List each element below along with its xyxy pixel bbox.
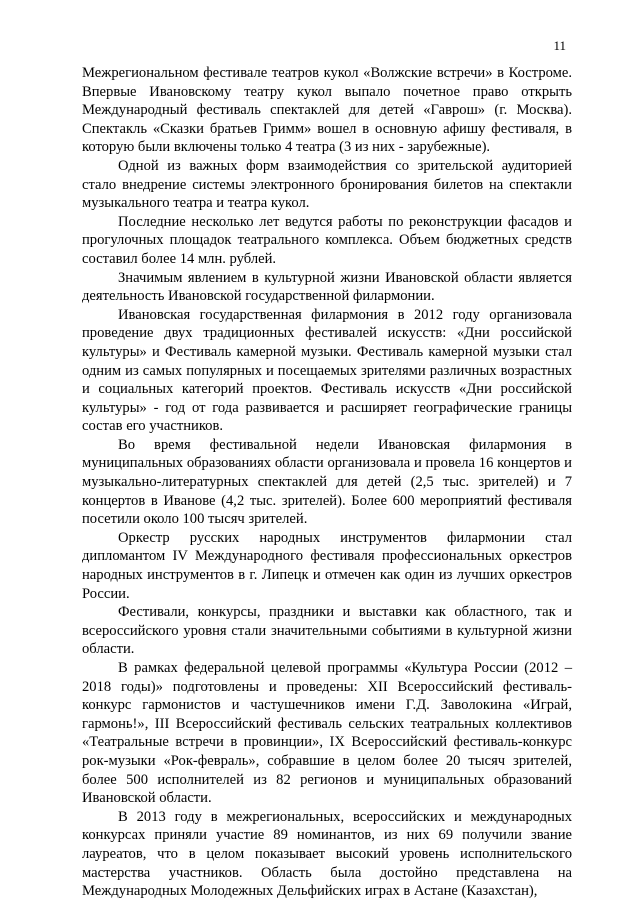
paragraph: Последние несколько лет ведутся работы по реконструкции фасадов и прогулочных площадок театрального комплекса. Объем бюджетных средств составил более 14 млн. рублей. [82,213,572,267]
paragraph: В рамках федеральной целевой программы «Культура России (2012 – 2018 годы)» подготовлены и проведены: XII Всероссийский фестиваль-конкурс гармонистов и частушечников имени Г.Д. Заволокина «Играй, гармонь!», III Всероссийский фестиваль сельских театральных коллективов «Театральные встречи в провинции», IX Всероссийский фестиваль-конкурс рок-музыки «Рок-февраль», собравшие в целом более 20 тысяч зрителей, более 500 исполнителей из 82 регионов и муниципальных образований Ивановской области. [82,660,572,807]
page-number: 11 [553,38,566,53]
paragraph-continued: Межрегиональном фестивале театров кукол «Волжские встречи» в Костроме. Впервые Ивановскому театру кукол выпало почетное право открыть Международный фестиваль спектаклей для детей «Гаврош» (г. Москва). Спектакль «Сказки братьев Гримм» вошел в основную афишу фестиваля, в которую были включены только 4 театра (3 из них - зарубежные). [82,65,572,156]
body-text [82,64,572,901]
paragraph: В 2013 году в межрегиональных, всероссийских и международных конкурсах приняли участие 89 номинантов, из них 69 получили звание лауреатов, что в целом показывает высокий уровень исполнительского мастерства участников. Область была достойно представлена на Международных Молодежных Дельфийских играх в Астане (Казахстан), [82,808,572,900]
paragraph: Во время фестивальной недели Ивановская филармония в муниципальных образованиях области организовала и провела 16 концертов и музыкально-литературных спектаклей для детей (2,5 тыс. зрителей) и 7 концертов в Иванове (4,2 тыс. зрителей). Более 600 мероприятий фестиваля посетили около 100 тысяч зрителей. [82,436,572,528]
paragraph: Фестивали, конкурсы, праздники и выставки как областного, так и всероссийского уровня стали значительными событиями в культурной жизни области. [82,604,572,658]
paragraph: Ивановская государственная филармония в 2012 году организовала проведение двух традиционных фестивалей искусств: «Дни российской культуры» и Фестиваль камерной музыки. Фестиваль камерной музыки стал одним из самых популярных и посещаемых зрителями различных возрастных и социальных категорий проектов. Фестиваль искусств «Дни российской культуры» - год от года развивается и расширяет географические границы состав его участников. [82,306,572,435]
paragraph: Значимым явлением в культурной жизни Ивановской области является деятельность Ивановской государственной филармонии. [82,269,572,305]
paragraph: Оркестр русских народных инструментов филармонии стал дипломантом IV Международного фестиваля профессиональных оркестров народных инструментов в г. Липецк и отмечен как один из лучших оркестров России. [82,529,572,602]
paragraph: Одной из важных форм взаимодействия со зрительской аудиторией стало внедрение системы электронного бронирования билетов на спектакли музыкального театра и театра кукол. [82,157,572,212]
